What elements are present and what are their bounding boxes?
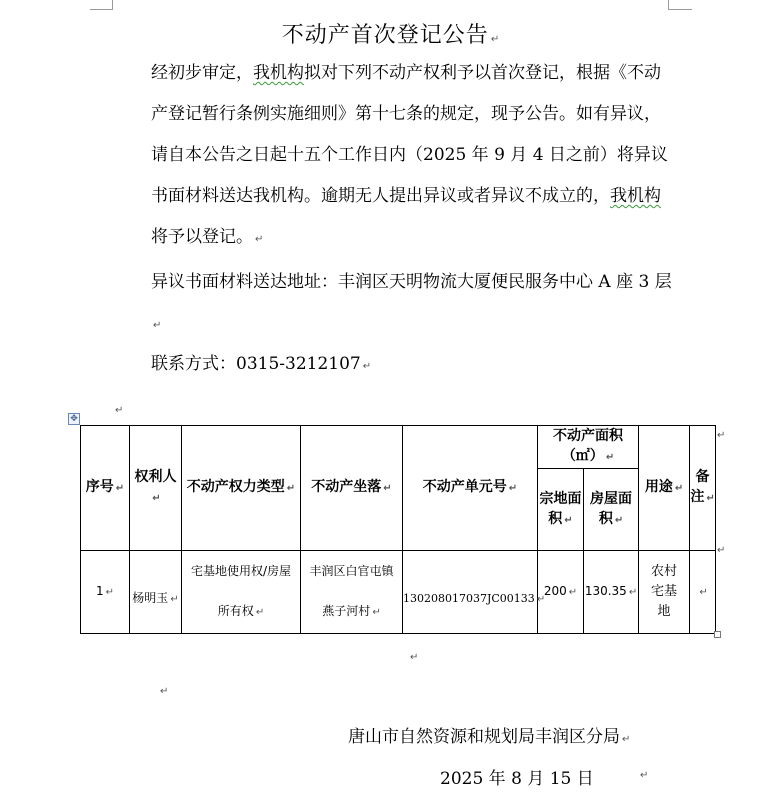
table-resize-handle[interactable]	[714, 631, 721, 638]
header-right-type: 不动产权力类型 ↵	[182, 426, 301, 551]
paragraph-mark: ↵	[640, 770, 649, 781]
registration-table	[80, 425, 716, 634]
cell-holder: 杨明玉 ↵	[130, 551, 182, 634]
issuing-organization: 唐山市自然资源和规划局丰润区分局 ↵	[348, 727, 631, 747]
paragraph-mark: ↵	[410, 652, 419, 663]
cell-land-area: 200 ↵	[538, 551, 584, 634]
header-unit-no: 不动产单元号 ↵	[403, 426, 538, 551]
paragraph-mark: ↵	[115, 405, 124, 416]
paragraph-mark: ↵	[717, 430, 726, 441]
paragraph-mark: ↵	[255, 234, 264, 245]
contact-text: 联系方式：0315-3212107	[151, 354, 361, 374]
header-land-area: 宗地面积 ↵	[538, 469, 584, 551]
header-location: 不动产坐落 ↵	[301, 426, 403, 551]
notice-title: 不动产首次登记公告 ↵	[281, 23, 501, 48]
para1-seg3: 拟对下列不动产权利予以首次登记，根据《不动产登记暂行条例实施细则》第十七条的规定，现予公告。如有异议，请自本公告之日起十五个工作日内（2025 年 9 月 4 日之前）将异议书面材料送达我机构。逾期无人提出异议或者异议不成立的，	[151, 63, 668, 206]
para1-seg1: 经初步审定，	[151, 63, 253, 83]
crop-mark-top-left-vertical	[112, 0, 113, 9]
cell-usage: 农村宅基地	[639, 551, 690, 634]
paragraph-mark: ↵	[490, 34, 501, 45]
institution-word: 我机构	[253, 63, 304, 83]
header-seq: 序号 ↵	[81, 426, 130, 551]
crop-mark-top-right-vertical	[668, 0, 669, 9]
crop-mark-top-left-horizontal	[90, 9, 113, 10]
right-type-line1: 宅基地使用权/房屋	[190, 564, 292, 578]
header-house-area: 房屋面积 ↵	[584, 469, 639, 551]
table-move-handle-icon[interactable]: ✥	[68, 413, 80, 425]
crop-mark-top-right-horizontal	[668, 9, 692, 10]
address-text: 异议书面材料送达地址：丰润区天明物流大厦便民服务中心 A 座 3 层	[151, 272, 672, 292]
paragraph-mark: ↵	[717, 545, 726, 556]
cell-location	[301, 551, 403, 634]
location-line1: 丰润区白官屯镇	[309, 564, 394, 578]
paragraph-mark: ↵	[153, 320, 162, 331]
header-remark: 备注 ↵	[690, 426, 716, 551]
cell-right-type	[182, 551, 301, 634]
cell-house-area: 130.35 ↵	[584, 551, 639, 634]
table-row	[81, 551, 716, 634]
cell-remark: ↵	[690, 551, 716, 634]
header-usage: 用途 ↵	[639, 426, 690, 551]
paragraph-mark: ↵	[160, 686, 169, 697]
cell-seq: 1 ↵	[81, 551, 130, 634]
notice-paragraph	[113, 53, 673, 260]
address-paragraph	[113, 262, 673, 346]
para1-seg5: 将予以登记。	[151, 227, 253, 247]
location-line2: 燕子河村 ↵	[322, 604, 381, 618]
header-area-group: 不动产面积（㎡） ↵	[538, 426, 639, 469]
right-type-line2: 所有权 ↵	[217, 604, 265, 618]
header-holder: 权利人↵	[130, 426, 182, 551]
cell-unit-no: 130208017037JC00133 ↵	[403, 551, 538, 634]
issue-date: 2025 年 8 月 15 日	[440, 769, 594, 789]
contact-paragraph	[113, 344, 673, 387]
paragraph-mark: ↵	[362, 361, 372, 372]
institution-word: 我机构	[610, 186, 661, 206]
